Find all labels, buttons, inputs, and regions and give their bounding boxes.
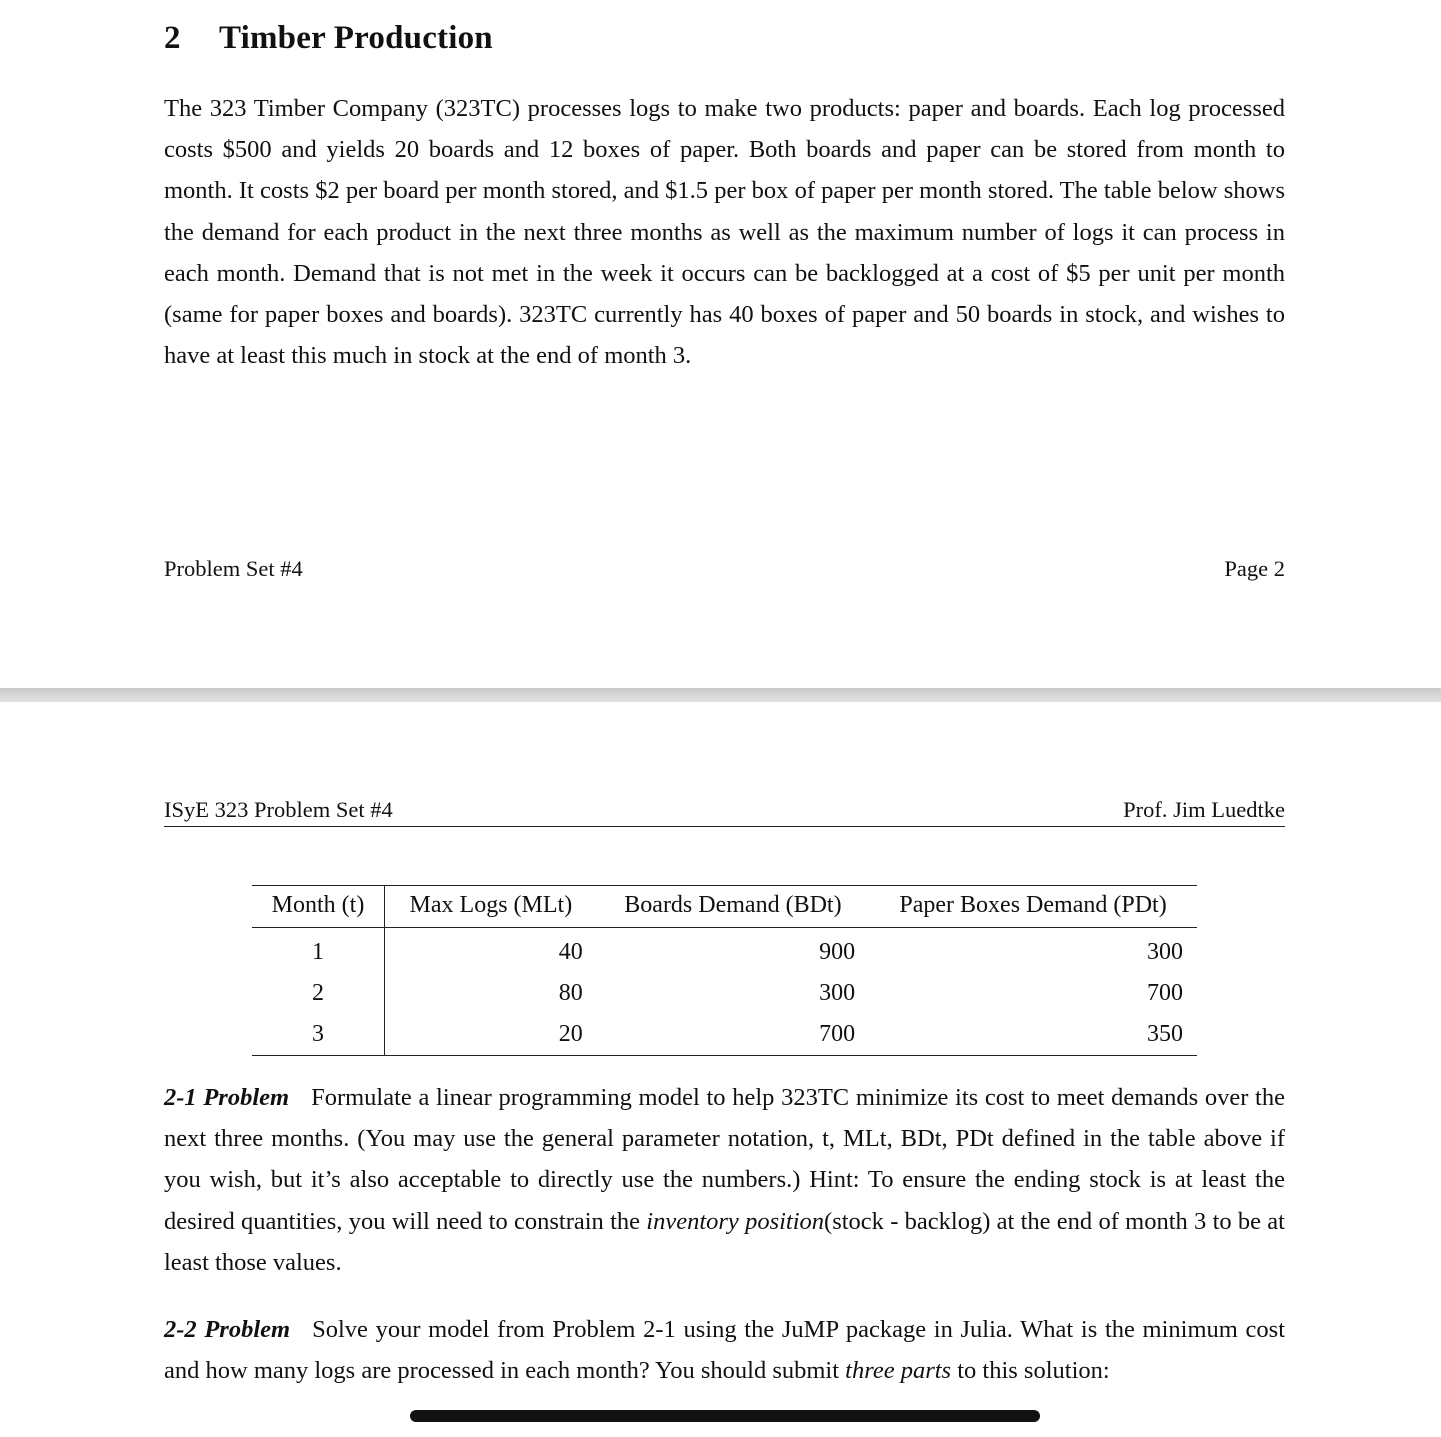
page-footer [164,556,1285,582]
demand-table-wrapper [252,885,1197,1056]
document-page-2 [0,702,1441,1437]
footer-page-number: Page 2 [1224,556,1285,581]
problem-2-2-label: 2-2 Problem [164,1316,291,1343]
cell-paper-demand: 350 [1147,1021,1183,1047]
col-header-boards-demand: Boards Demand (BDt) [597,886,869,928]
problem-2-2-text-b: to this solution: [951,1357,1110,1385]
problem-2-1 [164,1077,1285,1283]
page-header [164,797,1285,827]
demand-table [252,885,1197,1056]
header-right: Prof. Jim Luedtke [1123,797,1285,822]
cell-month: 2 [252,973,385,1014]
table-row [252,1014,1197,1056]
cell-month: 3 [252,1014,385,1056]
page-separator [0,688,1441,702]
problem-2-2-text-a: Solve your model from Problem 2-1 using the JuMP package in Julia. What is the minimum cost and how many logs are processed in each month? You should submit [164,1316,1285,1385]
table-row [252,928,1197,974]
problem-2-2-emphasis: three parts [845,1357,952,1385]
intro-paragraph: The 323 Timber Company (323TC) processes logs to make two products: paper and boards. Each log processed costs $500 and yields 20 boards and 12 boxes of paper. Both boards and paper can be stored from month to month. It costs $2 per board per month stored, and $1.5 per box of paper per month stored. The table below shows the demand for each product in the next three months as well as the maximum number of logs it can process in each month. Demand that is not met in the week it occurs can be backlogged at a cost of $5 per unit per month (same for paper boxes and boards). 323TC currently has 40 boxes of paper and 50 boards in stock, and wishes to have at least this much in stock at the end of month 3. [164,95,1285,370]
section-number: 2 [164,20,181,56]
cell-paper-demand: 700 [1147,980,1183,1006]
col-header-max-logs: Max Logs (MLt) [385,886,597,928]
problem-2-2 [164,1309,1285,1391]
cell-boards-demand: 300 [819,980,856,1006]
problem-2-1-text-b: (stock - backlog) at the end of month 3 to be at least those values. [164,1207,1285,1276]
header-left: ISyE 323 Problem Set #4 [164,797,393,822]
col-header-month: Month (t) [252,886,385,928]
cell-paper-demand: 300 [1147,939,1183,965]
cell-max-logs: 80 [558,980,583,1006]
footer-left: Problem Set #4 [164,556,303,581]
cell-month: 1 [252,928,385,974]
cell-max-logs: 20 [558,1021,583,1047]
col-header-paper-demand: Paper Boxes Demand (PDt) [869,886,1197,928]
table-row [252,973,1197,1014]
cell-max-logs: 40 [558,939,583,965]
cell-boards-demand: 700 [819,1021,856,1047]
problem-2-1-text-a: Formulate a linear programming model to help 323TC minimize its cost to meet demands over the next three months. (You may use the general parameter notation, t, MLt, BDt, PDt defined in the table above if you wish, but it’s also acceptable to directly use the numbers.) Hint: To ensure the ending stock is at least the desired quantities, you will need to constrain the [164,1084,1285,1235]
section-title-text: Timber Production [219,20,493,56]
document-page-1 [0,0,1441,688]
home-indicator-bar[interactable] [410,1410,1040,1422]
problem-2-1-emphasis: inventory position [646,1207,825,1235]
section-title [164,20,493,57]
problem-2-1-label: 2-1 Problem [164,1084,290,1111]
table-header-row [252,886,1197,928]
cell-boards-demand: 900 [819,939,856,965]
